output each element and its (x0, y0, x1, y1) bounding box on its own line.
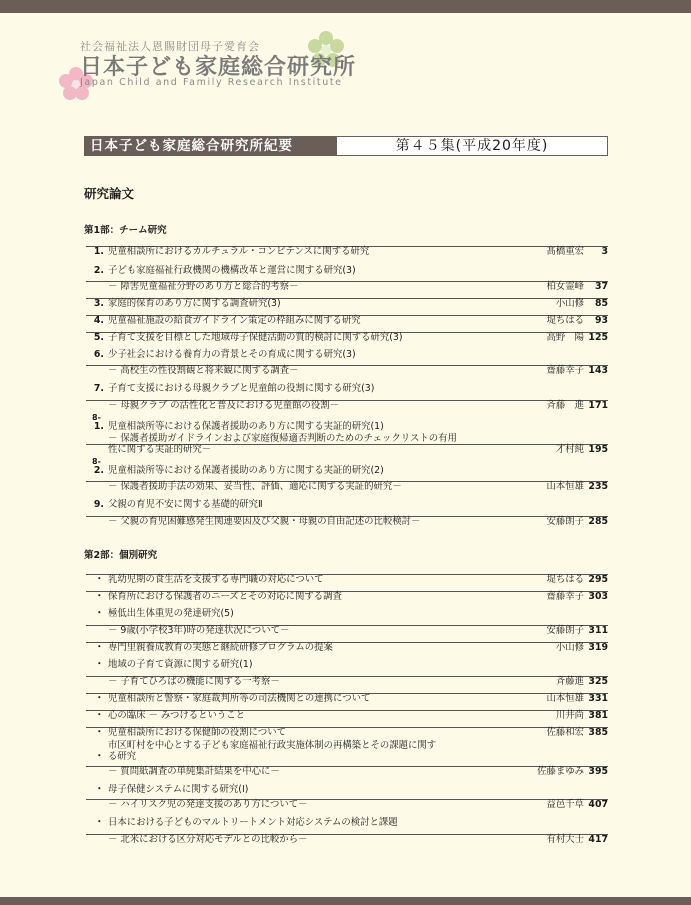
entry-title: る研究 (108, 751, 137, 762)
entry-page: 85 (594, 298, 608, 309)
entry-page: 303 (588, 591, 608, 602)
entry-author: 堤ちはる (546, 315, 584, 326)
entry-title: － 高校生の性役割観と将来観に関する調査－ (108, 365, 299, 376)
entry-page: 331 (588, 693, 608, 704)
entry-author: 川井尚 (555, 710, 584, 721)
entry-number: 2. (93, 465, 104, 476)
entry-title: － 母親クラブ の活性化と普及における児童館の役割－ (108, 400, 339, 411)
entry-title: 極低出生体重児の発達研究(5) (108, 608, 234, 619)
entry-page: 319 (588, 642, 608, 653)
entry-page: 407 (588, 799, 608, 810)
entry-title: 子ども家庭福祉行政機関の機構改革と運営に関する研究(3) (108, 265, 356, 276)
entry-number: ・ (94, 784, 104, 795)
entry-author: 小山修 (555, 298, 584, 309)
part1-heading: 第1部：チーム研究 (84, 225, 167, 236)
list-item (86, 574, 608, 585)
entry-number: ・ (94, 751, 104, 762)
entry-title: － 9歳(小学校3年)時の発達状況について－ (108, 625, 290, 636)
entry-title: 児童相談所におけるカルチュラル・コンピテンスに関する研究 (108, 246, 370, 257)
entry-title: 地域の子育て資源に関する研究(1) (108, 659, 253, 670)
entry-author: 高野 陽 (546, 332, 584, 343)
entry-title: － 北米における区分対応モデルとの比較から－ (108, 834, 308, 845)
entry-title: 児童相談所と警察・家庭裁判所等の司法機関との連携について (108, 693, 371, 704)
entry-author: 斉藤 進 (546, 400, 584, 411)
list-item (86, 365, 608, 376)
entry-title: 少子社会における養育力の背景とその育成に関する研究(3) (108, 349, 356, 360)
entry-page: 93 (594, 315, 608, 326)
entry-title: 児童相談所における保健師の役割について (108, 727, 286, 738)
entry-author: 益邑千草 (546, 799, 584, 810)
entry-page: 381 (588, 710, 608, 721)
list-item (86, 481, 608, 492)
entry-page: 37 (594, 281, 608, 292)
entry-number: 2. (93, 265, 104, 276)
list-item (86, 332, 608, 343)
entry-title: 子育て支援を目標とした地域母子保健活動の質的検討に関する研究(3) (108, 332, 403, 343)
volume-title: 第４５集(平成20年度) (336, 136, 608, 156)
entry-title: 性に関する実証的研究－ (108, 444, 212, 455)
entry-number: ・ (94, 817, 104, 828)
entry-title: － ハイリスク児の発達支援のあり方について－ (108, 799, 308, 810)
entry-number: ・ (94, 608, 104, 619)
list-item (86, 766, 608, 777)
org-name: 日本子ども家庭総合研究所 (80, 55, 357, 80)
entry-number: ・ (94, 574, 104, 585)
entry-page: 235 (588, 481, 608, 492)
entry-title: 父親の育児不安に関する基礎的研究Ⅱ (108, 499, 263, 510)
list-item (86, 676, 608, 687)
entry-author: 佐藤まゆみ (537, 766, 584, 777)
list-item (86, 834, 608, 845)
list-item (86, 625, 608, 636)
entry-number: 5. (93, 332, 104, 343)
entry-author: 柏女霊峰 (546, 281, 584, 292)
list-item (86, 281, 608, 292)
org-subtitle: 社会福祉法人恩賜財団母子愛育会 (80, 40, 260, 53)
entry-author: 山本恒雄 (546, 693, 584, 704)
list-item (86, 727, 608, 738)
list-item (86, 444, 608, 455)
entry-author: 佐藤和宏 (546, 727, 584, 738)
entry-title: 児童相談所等における保護者援助のあり方に関する実証的研究(2) (108, 465, 384, 476)
entry-number: ・ (94, 659, 104, 670)
entry-number: 4. (93, 315, 104, 326)
entry-page: 125 (588, 332, 608, 343)
section-heading: 研究論文 (84, 186, 135, 201)
entry-number: 3. (93, 298, 104, 309)
entry-page: 3 (601, 246, 608, 257)
entry-page: 295 (588, 574, 608, 585)
entry-title: － 質問紙調査の単純集計結果を中心に－ (108, 766, 280, 777)
entry-title: 専門里親養成教育の実態と継続研修プログラムの提案 (108, 642, 333, 653)
list-item (86, 710, 608, 721)
entry-title: － 障害児童福祉分野のあり方と総合的考察－ (108, 281, 299, 292)
entry-page: 143 (588, 365, 608, 376)
entry-title: 乳幼児期の食生活を支援する専門職の対応について (108, 574, 324, 585)
entry-number: 9. (93, 499, 104, 510)
list-item (86, 799, 608, 810)
entry-author: 安藤朗子 (546, 625, 584, 636)
entry-author: 髙橋重宏 (546, 246, 584, 257)
entry-prefix: 8- (92, 457, 101, 466)
top-bar (0, 0, 691, 13)
entry-number: 1. (93, 246, 104, 257)
entry-title: － 保護者援助ガイドラインおよび家庭復帰適否判断のためのチェックリストの有用 (108, 433, 457, 444)
entry-number: ・ (94, 693, 104, 704)
journal-title: 日本子ども家庭総合研究所紀要 (84, 136, 336, 156)
entry-page: 385 (588, 727, 608, 738)
entry-title: － 父親の育児困難感発生関連要因及び父親・母親の自由記述の比較検討－ (108, 516, 421, 527)
entry-page: 311 (588, 625, 608, 636)
entry-page: 395 (588, 766, 608, 777)
entry-author: 安藤朗子 (546, 516, 584, 527)
entry-author: 齋藤幸子 (546, 591, 584, 602)
entry-author: 有村大士 (546, 834, 584, 845)
entry-author: 堤ちはる (546, 574, 584, 585)
org-name-english: Japan Child and Family Research Institute (80, 77, 343, 88)
entry-author: 小山修 (555, 642, 584, 653)
list-item (86, 591, 608, 602)
entry-title: 子育て支援における母親クラブと児童館の役割に関する研究(3) (108, 383, 375, 394)
list-item (86, 298, 608, 309)
entry-title: 保育所における保護者のニーズとその対応に関する調査 (108, 591, 342, 602)
entry-page: 171 (588, 400, 608, 411)
entry-number: ・ (94, 591, 104, 602)
entry-number: 1. (93, 421, 104, 432)
entry-number: 6. (93, 349, 104, 360)
list-item (86, 516, 608, 527)
entry-page: 417 (588, 834, 608, 845)
entry-title: － 子育てひろばの機能に関する一考察－ (108, 676, 280, 687)
bottom-bar (0, 897, 691, 905)
entry-number: 7. (93, 383, 104, 394)
entry-author: 山本恒雄 (546, 481, 584, 492)
entry-title: 母子保健システムに関する研究(Ⅰ) (108, 784, 249, 795)
list-item (86, 246, 608, 257)
list-item (86, 315, 608, 326)
entry-page: 195 (588, 444, 608, 455)
entry-title: 児童福祉施設の給食ガイドライン策定の枠組みに関する研究 (108, 315, 361, 326)
list-item (86, 400, 608, 411)
entry-number: ・ (94, 727, 104, 738)
entry-title: 日本における子どものマルトリートメント対応システムの検討と課題 (108, 817, 398, 828)
entry-page: 325 (588, 676, 608, 687)
entry-title: 市区町村を中心とする子ども家庭福祉行政実施体制の再構築とその課題に関す (108, 740, 437, 751)
entry-author: 齋藤幸子 (546, 365, 584, 376)
entry-number: ・ (94, 642, 104, 653)
entry-page: 285 (588, 516, 608, 527)
entry-number: ・ (94, 710, 104, 721)
entry-prefix: 8- (92, 413, 101, 422)
entry-author: 斉藤進 (555, 676, 584, 687)
entry-author: 才村純 (555, 444, 584, 455)
part2-heading: 第2部：個別研究 (84, 550, 158, 561)
list-item (86, 693, 608, 704)
entry-title: 児童相談所等における保護者援助のあり方に関する実証的研究(1) (108, 421, 384, 432)
entry-title: － 保護者援助手法の効果、妥当性、評価、適応に関する実証的研究－ (108, 481, 402, 492)
entry-title: 心の臨床 － みつけるということ (108, 710, 246, 721)
entry-title: 家庭的保育のあり方に関する調査研究(3) (108, 298, 281, 309)
list-item (86, 642, 608, 653)
